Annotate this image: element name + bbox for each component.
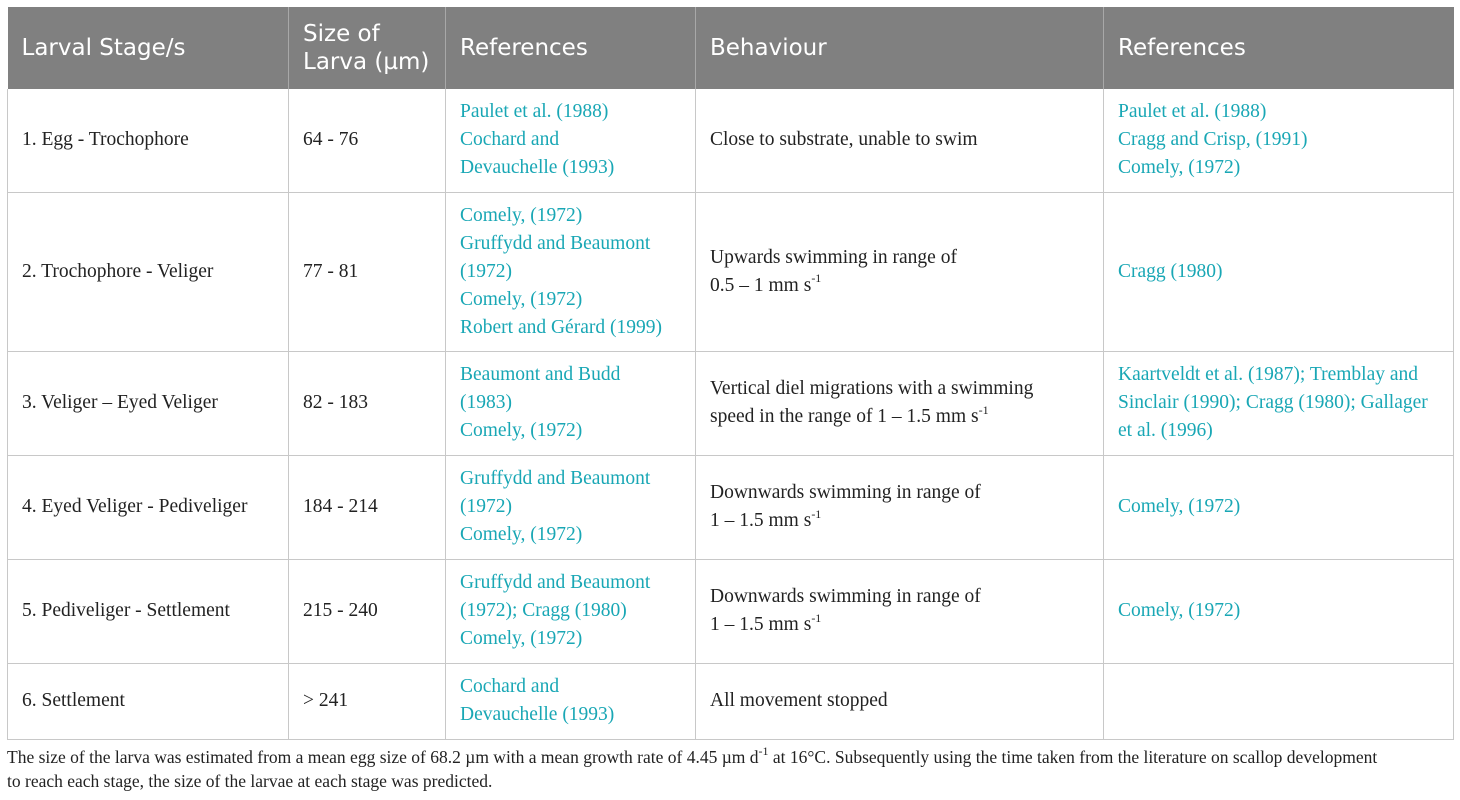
unit-exponent: -1 xyxy=(811,506,822,521)
footnote-line-2: to reach each stage, the size of the larvae at each stage was predicted. xyxy=(7,771,493,791)
reference-link[interactable]: Sinclair (1990); xyxy=(1118,392,1241,413)
reference-link[interactable]: Comely, (1972) xyxy=(1118,496,1241,517)
behaviour-text xyxy=(710,611,1089,639)
reference-link[interactable]: Devauchelle (1993) xyxy=(460,704,615,725)
behaviour-text xyxy=(710,507,1089,535)
cell-references-2 xyxy=(1104,351,1454,455)
cell-references xyxy=(446,192,696,351)
cell-stage: 6. Settlement xyxy=(8,663,289,739)
header-references: References xyxy=(446,7,696,89)
reference-link[interactable]: Comely, (1972) xyxy=(460,524,583,545)
cell-size: 82 - 183 xyxy=(289,351,446,455)
cell-behaviour xyxy=(696,192,1104,351)
header-size xyxy=(289,7,446,89)
reference-link[interactable]: (1972) xyxy=(460,496,512,517)
reference-link[interactable]: Gruffydd and Beaumont xyxy=(460,572,651,593)
reference-link[interactable]: Tremblay and xyxy=(1309,364,1419,385)
footnote-text: The size of the larva was estimated from a mean egg size of 68.2 µm with a mean growth rate of 4.45 µm d xyxy=(7,747,759,767)
behaviour-value: speed in the range of 1 – 1.5 mm s xyxy=(710,406,979,427)
behaviour-value: 0.5 – 1 mm s xyxy=(710,274,812,296)
cell-references xyxy=(446,663,696,739)
cell-stage: 1. Egg - Trochophore xyxy=(8,89,289,192)
cell-behaviour xyxy=(696,559,1104,663)
cell-references-2 xyxy=(1104,89,1454,192)
table-header-row xyxy=(8,7,1454,89)
cell-stage: 3. Veliger – Eyed Veliger xyxy=(8,351,289,455)
behaviour-text: Upwards swimming in range of xyxy=(710,246,957,268)
cell-references xyxy=(446,559,696,663)
reference-link[interactable]: Cragg (1980) xyxy=(1118,260,1223,282)
behaviour-text xyxy=(710,272,1089,300)
cell-size: 184 - 214 xyxy=(289,455,446,559)
reference-link[interactable]: Gruffydd and Beaumont xyxy=(460,468,651,489)
reference-link[interactable]: Cochard and xyxy=(460,129,560,151)
reference-link[interactable]: (1972); xyxy=(460,600,518,621)
behaviour-value: 1 – 1.5 mm s xyxy=(710,510,812,531)
table-row xyxy=(8,192,1454,351)
cell-size: > 241 xyxy=(289,663,446,739)
reference-link[interactable]: Comely, (1972) xyxy=(460,288,583,310)
reference-link[interactable]: Paulet et al. (1988) xyxy=(460,101,609,123)
reference-line xyxy=(1118,389,1439,417)
behaviour-text: Vertical diel migrations with a swimming xyxy=(710,378,1034,399)
cell-references xyxy=(446,455,696,559)
header-size-line-1: Size of xyxy=(303,21,380,47)
unit-exponent: -1 xyxy=(978,402,989,417)
cell-size: 77 - 81 xyxy=(289,192,446,351)
cell-size: 64 - 76 xyxy=(289,89,446,192)
table-container xyxy=(7,7,1453,740)
reference-link[interactable]: Cragg (1980) xyxy=(522,600,627,621)
larval-stage-table xyxy=(7,7,1454,740)
cell-size: 215 - 240 xyxy=(289,559,446,663)
cell-references-2 xyxy=(1104,455,1454,559)
reference-line xyxy=(460,597,681,625)
table-row xyxy=(8,455,1454,559)
cell-behaviour xyxy=(696,89,1104,192)
reference-link[interactable]: Gallager xyxy=(1360,392,1428,413)
cell-references-2 xyxy=(1104,559,1454,663)
unit-exponent: -1 xyxy=(758,744,769,759)
table-row xyxy=(8,89,1454,192)
reference-link[interactable]: Comely, (1972) xyxy=(1118,157,1241,179)
cell-references-2 xyxy=(1104,192,1454,351)
cell-references-2-empty xyxy=(1104,663,1454,739)
reference-link[interactable]: Cragg and Crisp, (1991) xyxy=(1118,129,1308,151)
cell-references xyxy=(446,351,696,455)
behaviour-text xyxy=(710,403,1089,431)
table-row xyxy=(8,351,1454,455)
behaviour-value: 1 – 1.5 mm s xyxy=(710,614,812,635)
reference-link[interactable]: Kaartveldt et al. (1987); xyxy=(1118,364,1306,385)
reference-link[interactable]: (1972) xyxy=(460,260,512,282)
reference-link[interactable]: Devauchelle (1993) xyxy=(460,157,615,179)
reference-link[interactable]: Cochard and xyxy=(460,676,560,697)
cell-references xyxy=(446,89,696,192)
reference-link[interactable]: Comely, (1972) xyxy=(460,628,583,649)
behaviour-text: Downwards swimming in range of xyxy=(710,482,981,503)
cell-behaviour xyxy=(696,455,1104,559)
header-size-line-2: Larva (µm) xyxy=(303,49,430,75)
cell-behaviour xyxy=(696,663,1104,739)
behaviour-text: Close to substrate, unable to swim xyxy=(710,129,978,151)
behaviour-text: All movement stopped xyxy=(710,690,888,711)
footnote-text: at 16°C. Subsequently using the time taken from the literature on scallop development xyxy=(768,747,1378,767)
reference-line xyxy=(1118,361,1439,389)
reference-link[interactable]: Paulet et al. (1988) xyxy=(1118,101,1267,123)
header-references-2: References xyxy=(1104,7,1454,89)
unit-exponent: -1 xyxy=(811,271,822,285)
table-row xyxy=(8,559,1454,663)
header-behaviour: Behaviour xyxy=(696,7,1104,89)
cell-stage: 4. Eyed Veliger - Pediveliger xyxy=(8,455,289,559)
cell-stage: 2. Trochophore - Veliger xyxy=(8,192,289,351)
reference-link[interactable]: Comely, (1972) xyxy=(460,204,583,226)
reference-link[interactable]: Gruffydd and Beaumont xyxy=(460,232,651,254)
reference-link[interactable]: Comely, (1972) xyxy=(1118,600,1241,621)
reference-link[interactable]: Robert and Gérard (1999) xyxy=(460,316,662,338)
cell-behaviour xyxy=(696,351,1104,455)
cell-stage: 5. Pediveliger - Settlement xyxy=(8,559,289,663)
footnote-line-1 xyxy=(7,745,1453,769)
table-footnote xyxy=(7,745,1453,793)
unit-exponent: -1 xyxy=(811,610,822,625)
reference-link[interactable]: (1983) xyxy=(460,392,512,413)
reference-link[interactable]: et al. (1996) xyxy=(1118,420,1213,441)
reference-link[interactable]: Cragg (1980); xyxy=(1245,392,1356,413)
reference-link[interactable]: Comely, (1972) xyxy=(460,420,583,441)
header-larval-stage: Larval Stage/s xyxy=(8,7,289,89)
behaviour-text: Downwards swimming in range of xyxy=(710,586,981,607)
reference-link[interactable]: Beaumont and Budd xyxy=(460,364,621,385)
table-row xyxy=(8,663,1454,739)
